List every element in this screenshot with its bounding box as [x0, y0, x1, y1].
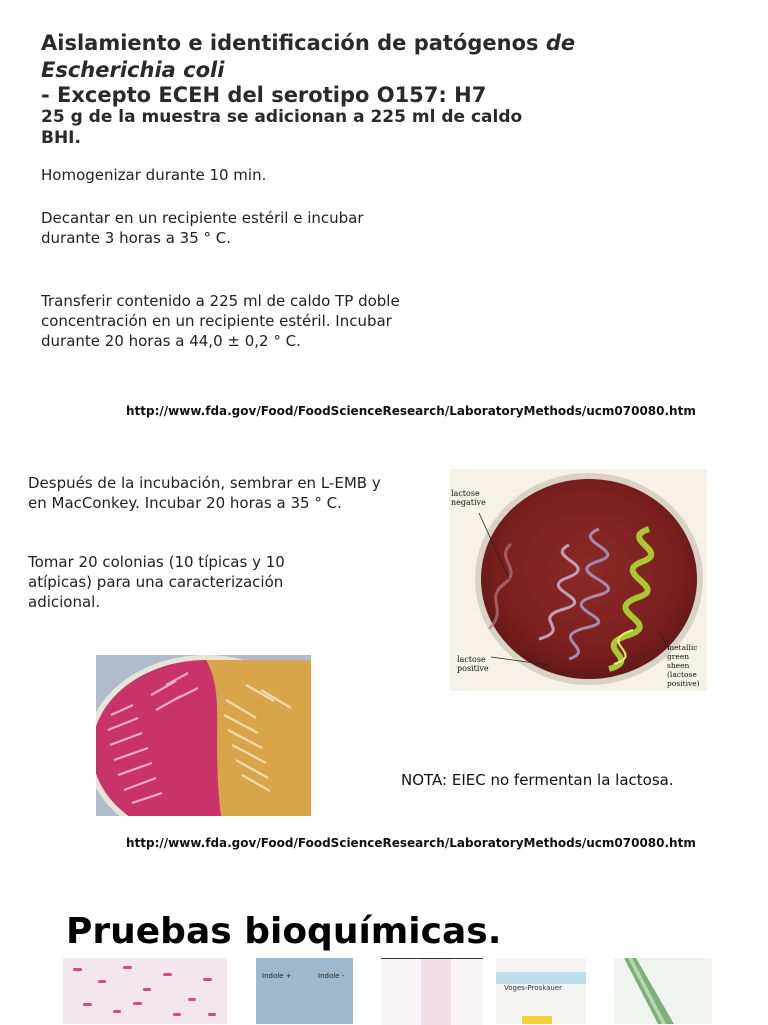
step-homogenize: Homogenizar durante 10 min.	[41, 166, 267, 184]
title-organism: Escherichia coli	[41, 58, 225, 82]
colonies-paragraph: Tomar 20 colonias (10 típicas y 10 atípicas) para una caracterización adicional.	[28, 553, 285, 611]
reference-link-2[interactable]: http://www.fda.gov/Food/FoodScienceResearch/LaboratoryMethods/ucm070080.htm	[126, 836, 696, 850]
title-line1-italic: de	[545, 31, 576, 55]
title-line1: Aislamiento e identificación de patógenos	[41, 31, 546, 55]
indole-negative-label: Indole -	[318, 972, 345, 980]
reference-link-1[interactable]: http://www.fda.gov/Food/FoodScienceResearch/LaboratoryMethods/ucm070080.htm	[126, 404, 696, 418]
step-transfer: Transferir contenido a 225 ml de caldo TP doble concentración en un recipiente estéril. Incubar durante 20 horas a 44,0 ± 0,2 ° C.	[41, 292, 400, 350]
step-sample: 25 g de la muestra se adicionan a 225 ml de caldo BHI.	[41, 107, 523, 148]
indole-positive-label: Indole +	[262, 972, 292, 980]
vp-test-thumbnail	[496, 958, 586, 1024]
mr-test-thumbnail	[381, 958, 483, 1025]
macconkey-plate-illustration	[96, 655, 311, 816]
step-decant: Decantar en un recipiente estéril e incubar durante 3 horas a 35 ° C.	[41, 209, 364, 247]
page-title	[41, 30, 681, 84]
plate-agar-yellow	[206, 660, 311, 816]
note-eiec: NOTA: EIEC no fermentan la lactosa.	[401, 771, 674, 789]
incubation-paragraph: Después de la incubación, sembrar en L-EMB y en MacConkey. Incubar 20 horas a 35 ° C.	[28, 474, 381, 512]
citrate-test-thumbnail	[614, 958, 712, 1024]
gram-stain-illustration	[63, 958, 227, 1024]
biochem-heading: Pruebas bioquímicas.	[66, 911, 502, 952]
plate-agar	[481, 479, 697, 679]
vp-test-tube	[522, 1016, 552, 1024]
label-lactose-positive: lactose positive	[457, 655, 489, 673]
emb-plate-image	[449, 469, 707, 691]
label-metallic-sheen: metallic green sheen (lactose positive)	[667, 643, 700, 688]
label-lactose-negative: lactose negative	[451, 489, 486, 507]
vp-test-label: Voges-Proskauer	[504, 984, 563, 992]
title-subtitle: - Excepto ECEH del serotipo O157: H7	[41, 83, 487, 107]
citrate-tube-illustration	[614, 958, 712, 1024]
gram-stain-thumbnail	[63, 958, 227, 1024]
vp-test-banner	[496, 972, 586, 984]
mr-test-tube	[421, 959, 451, 1025]
macconkey-plate-image	[96, 655, 311, 816]
indole-test-thumbnail	[256, 958, 353, 1024]
